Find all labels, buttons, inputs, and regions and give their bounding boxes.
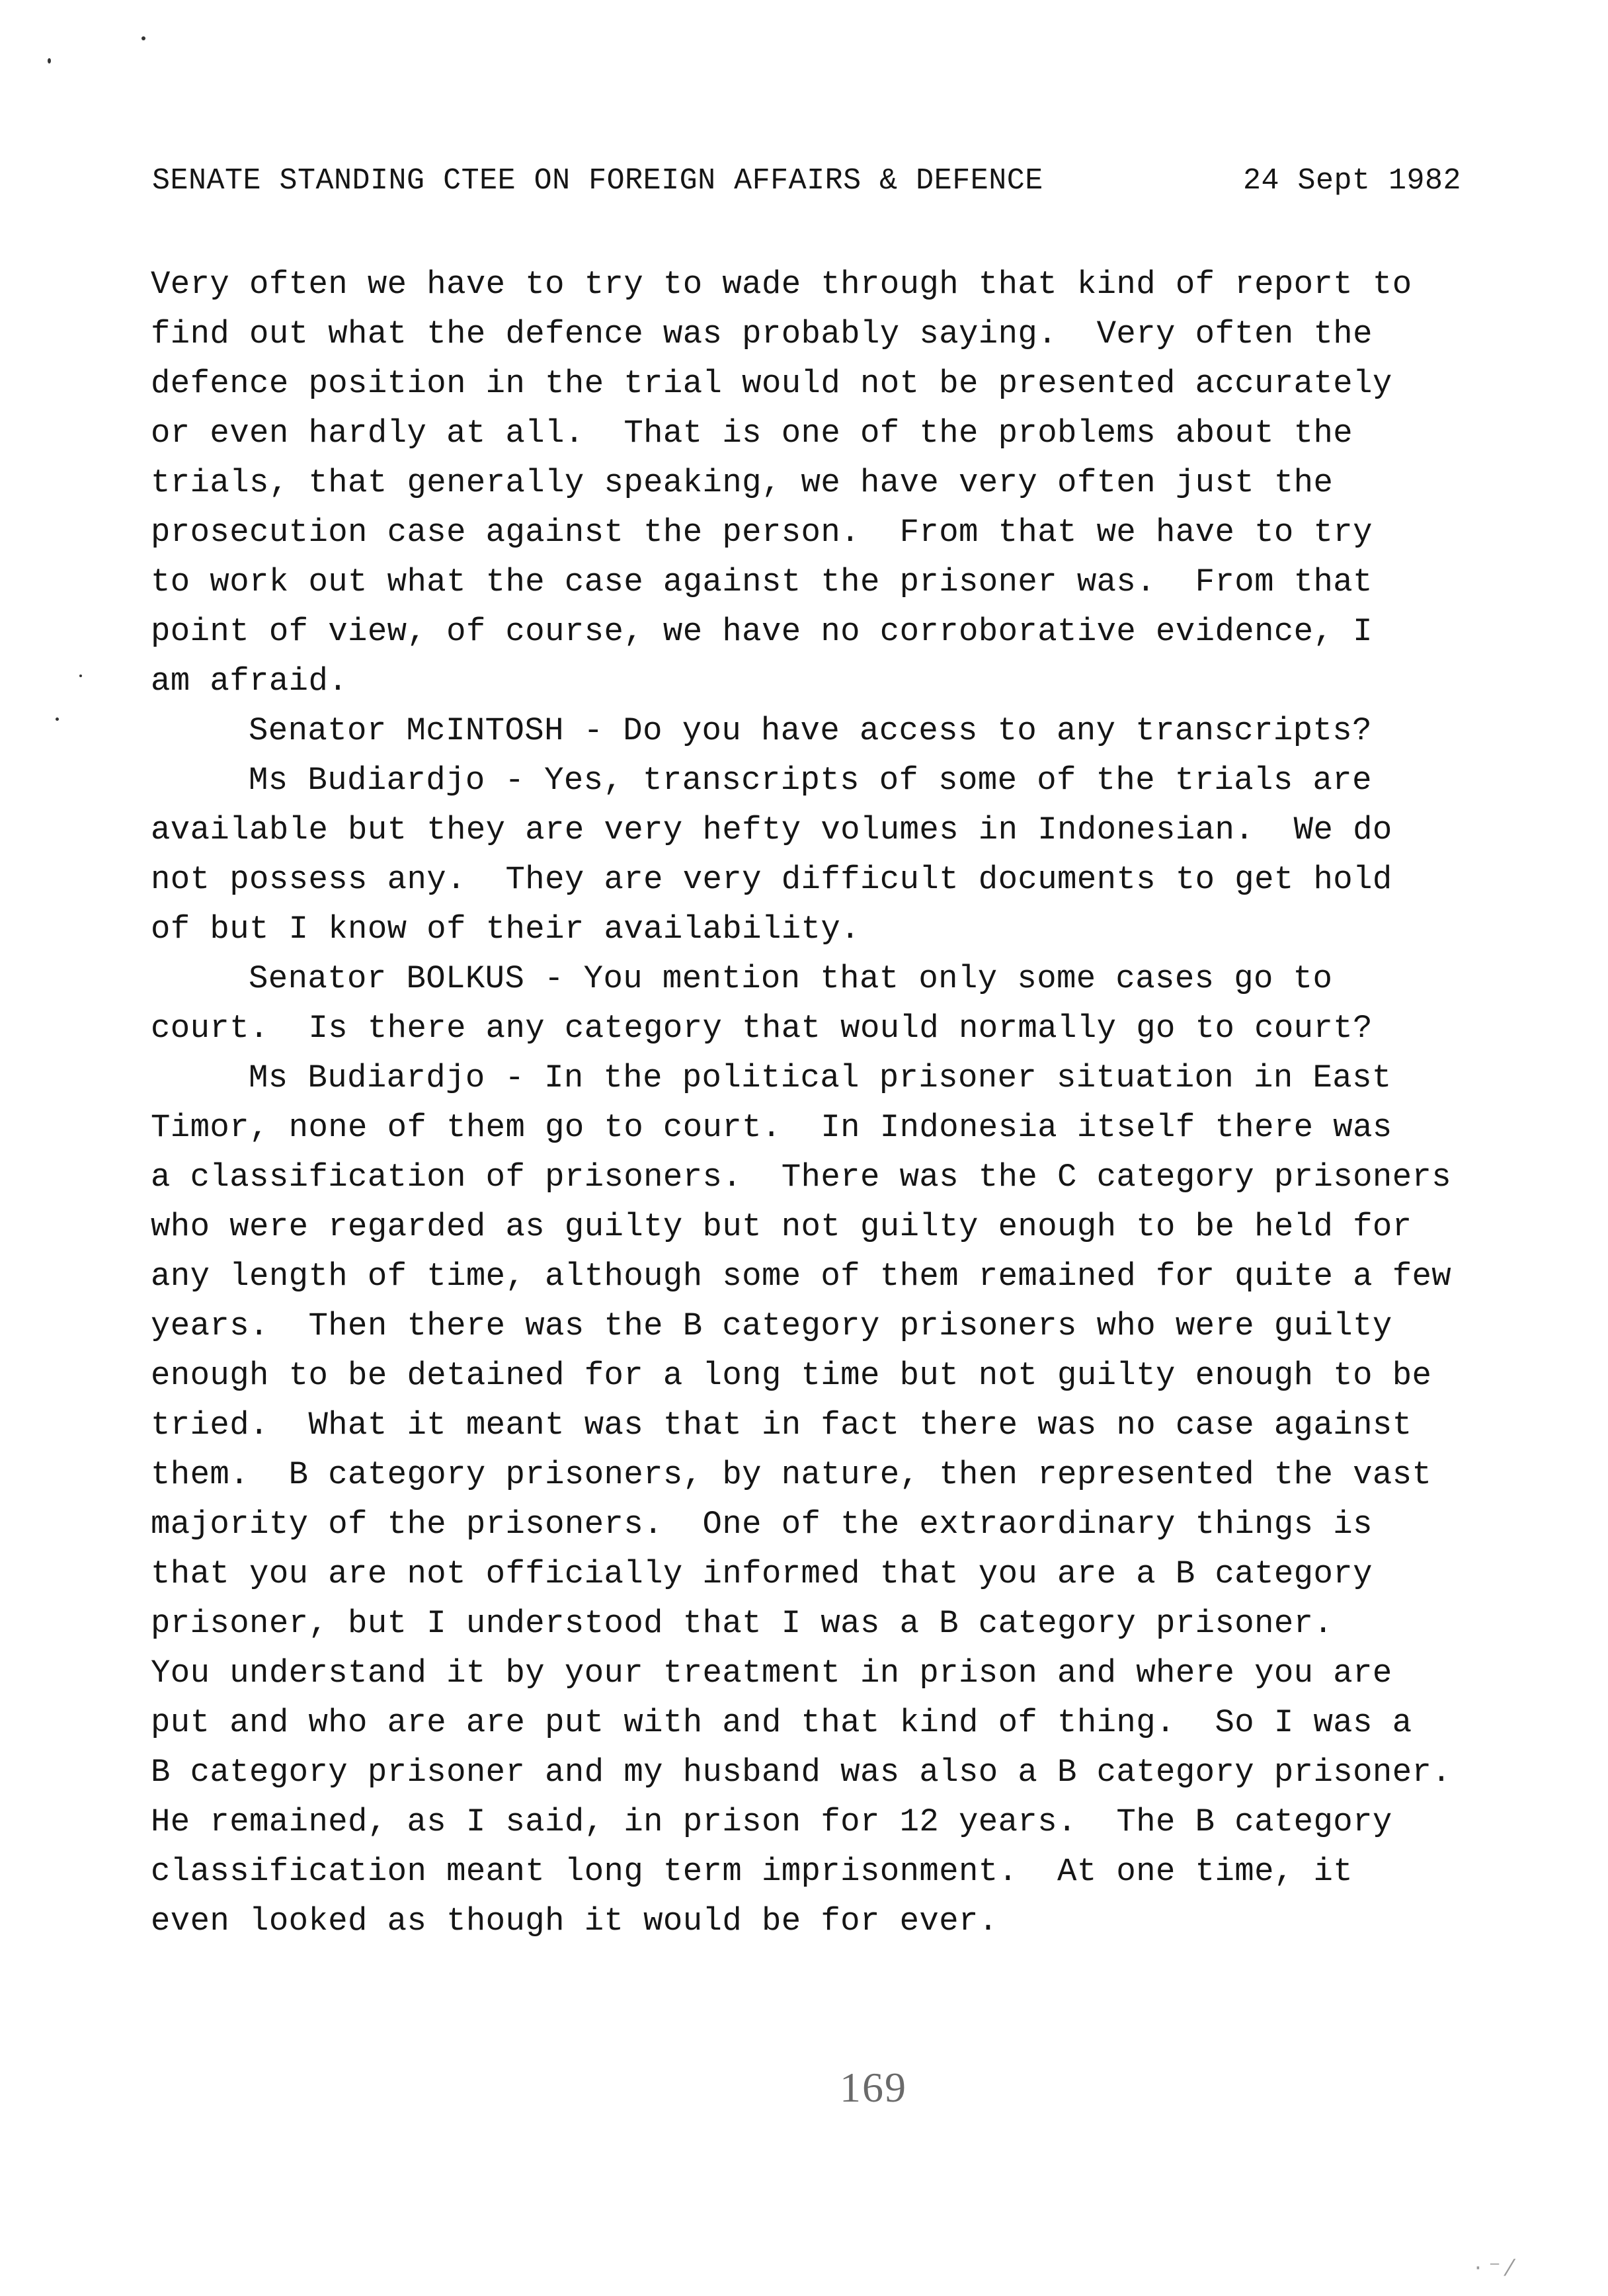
scan-speck	[56, 718, 59, 721]
page-number: 169	[840, 2064, 907, 2111]
text-line: trials, that generally speaking, we have very often just the	[151, 464, 1334, 501]
text-line: of but I know of their availability.	[151, 911, 860, 948]
text-line: You understand it by your treatment in prison and where you are	[151, 1655, 1392, 1692]
text-line: B category prisoner and my husband was also a B category prisoner.	[151, 1754, 1452, 1791]
transcript-body	[151, 260, 1480, 1946]
text-line: He remained, as I said, in prison for 12 years. The B category	[151, 1803, 1392, 1840]
speaker-line: Senator McINTOSH - Do you have access to any transcripts?	[249, 712, 1372, 749]
speaker-line: Ms Budiardjo - In the political prisoner situation in East	[249, 1059, 1392, 1096]
text-line: available but they are very hefty volumes in Indonesian. We do	[151, 811, 1392, 848]
text-line: that you are not officially informed that you are a B category	[151, 1555, 1373, 1592]
text-line: not possess any. They are very difficult documents to get hold	[151, 861, 1392, 898]
text-line: to work out what the case against the prisoner was. From that	[151, 563, 1373, 600]
text-line: enough to be detained for a long time but not guilty enough to be	[151, 1357, 1432, 1394]
text-line: put and who are are put with and that kind of thing. So I was a	[151, 1704, 1412, 1741]
speaker-line: Senator BOLKUS - You mention that only some cases go to	[249, 960, 1333, 997]
text-line: find out what the defence was probably saying. Very often the	[151, 315, 1373, 352]
text-line: or even hardly at all. That is one of the problems about the	[151, 415, 1353, 452]
speaker-line: Ms Budiardjo - Yes, transcripts of some of the trials are	[249, 762, 1372, 799]
text-line: tried. What it meant was that in fact there was no case against	[151, 1407, 1412, 1444]
scan-smudge: · ⁻ ⁄	[1474, 2255, 1512, 2281]
text-line: Very often we have to try to wade through that kind of report to	[151, 266, 1412, 303]
text-line: who were regarded as guilty but not guilty enough to be held for	[151, 1208, 1412, 1245]
committee-title: SENATE STANDING CTEE ON FOREIGN AFFAIRS & DEFENCE	[152, 164, 1043, 198]
text-line: Timor, none of them go to court. In Indonesia itself there was	[151, 1109, 1392, 1146]
text-line: point of view, of course, we have no corroborative evidence, I	[151, 613, 1373, 650]
text-line: court. Is there any category that would normally go to court?	[151, 1010, 1373, 1047]
text-line: even looked as though it would be for ever.	[151, 1903, 998, 1940]
text-line: majority of the prisoners. One of the extraordinary things is	[151, 1506, 1373, 1543]
scan-speck	[79, 675, 82, 677]
hearing-date: 24 Sept 1982	[1242, 164, 1461, 198]
text-line: a classification of prisoners. There was the C category prisoners	[151, 1159, 1452, 1196]
text-line: defence position in the trial would not be presented accurately	[151, 365, 1392, 402]
scan-speck	[48, 58, 51, 63]
text-line: prosecution case against the person. From that we have to try	[151, 514, 1373, 551]
text-line: am afraid.	[151, 663, 348, 700]
text-line: classification meant long term imprisonment. At one time, it	[151, 1853, 1353, 1890]
text-line: years. Then there was the B category prisoners who were guilty	[151, 1307, 1392, 1344]
text-line: any length of time, although some of them remained for quite a few	[151, 1258, 1452, 1295]
text-line: prisoner, but I understood that I was a B category prisoner.	[151, 1605, 1334, 1642]
scan-speck	[141, 36, 145, 40]
text-line: them. B category prisoners, by nature, then represented the vast	[151, 1456, 1432, 1493]
